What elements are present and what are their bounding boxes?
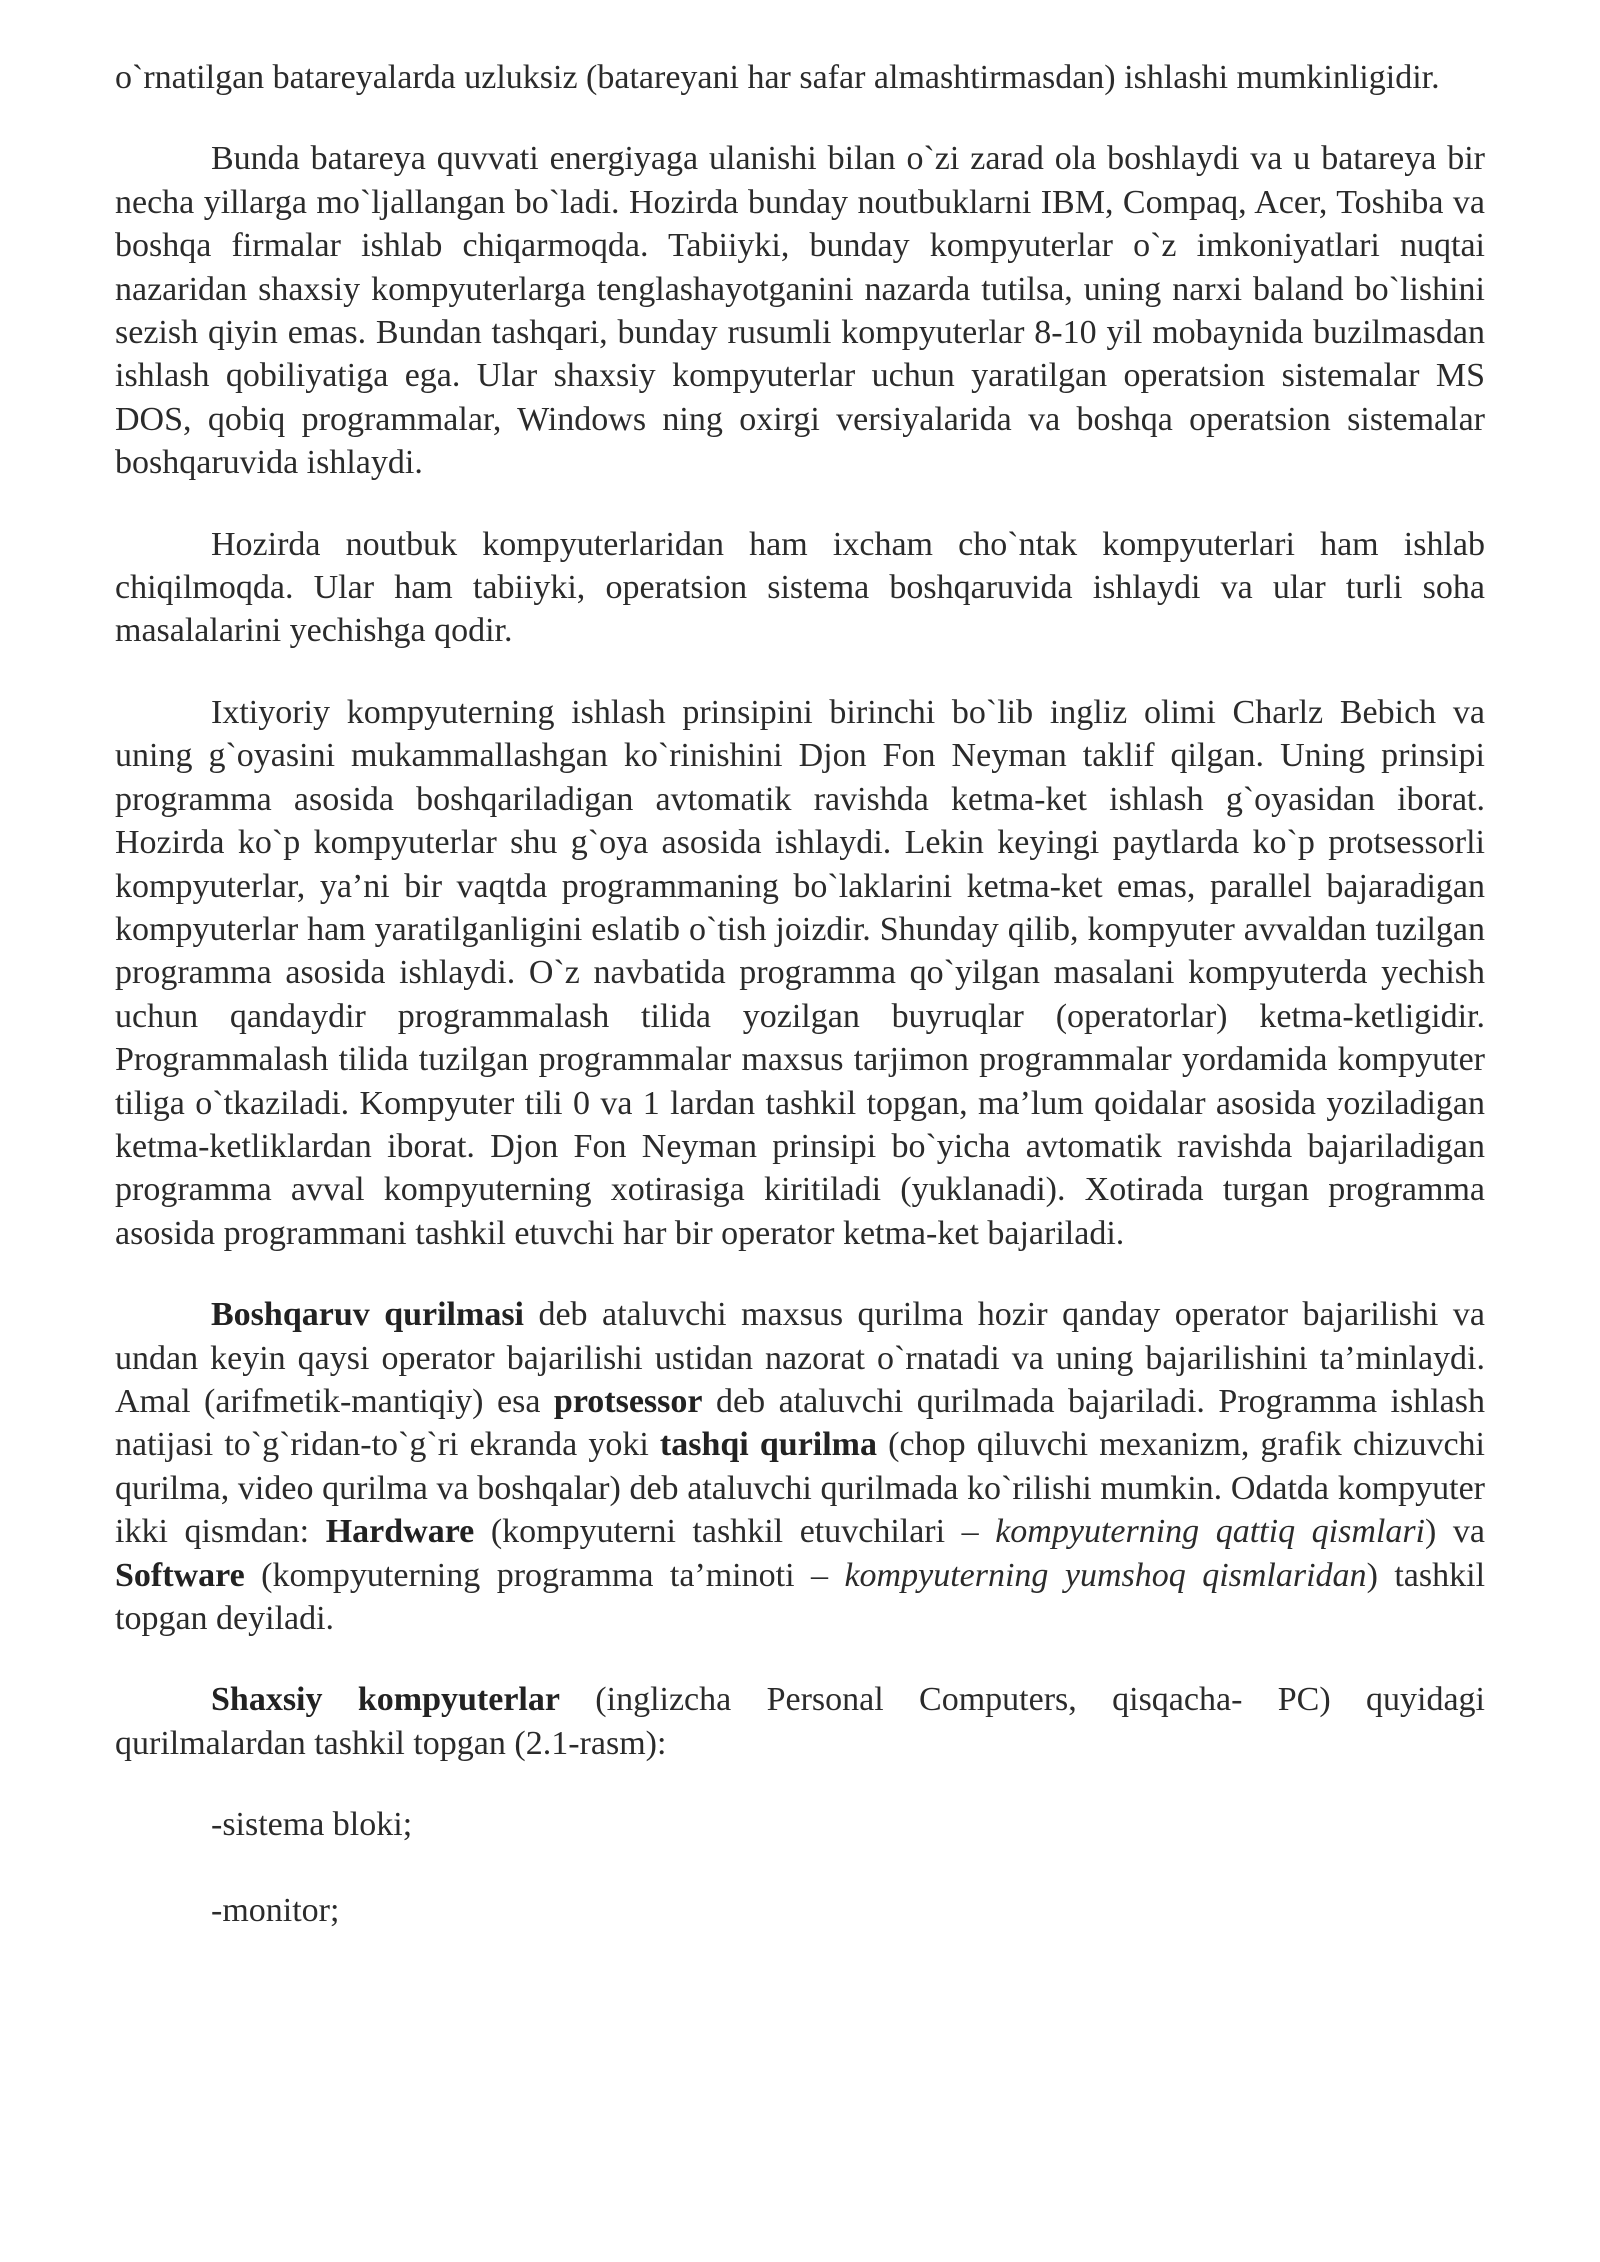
paragraph-control-unit [115,1293,1485,1640]
paragraph-text: Ixtiyoriy kompyuterning ishlash prinsipini birinchi bo`lib ingliz olimi Charlz Bebich va uning g`oyasini mukammallashgan ko`rinishini Djon Fon Neyman taklif qilgan. Uning prinsipi programma asosida boshqariladigan avtomatik ravishda ketma-ket ishlash g`oyasidan iborat. Hozirda ko`p kompyuterlar shu g`oya asosida ishlaydi. Lekin keyingi paytlarda ko`p protsessorli kompyuterlar, ya’ni bir vaqtda programmaning bo`laklarini ketma-ket emas, parallel bajaradigan kompyuterlar ham yaratilganligini eslatib o`tish joizdir. Shunday qilib, kompyuter avvaldan tuzilgan programma asosida ishlaydi. O`z navbatida programma qo`yilgan masalani kompyuterda yechish uchun qandaydir programmalash tilida yozilgan buyruqlar (operatorlar) ketma-ketligidir. Programmalash tilida tuzilgan programmalar maxsus tarjimon programmalar yordamida kompyuter tiliga o`tkaziladi. Kompyuter tili 0 va 1 lardan tashkil topgan, ma’lum qoidalar asosida yoziladigan ketma-ketliklardan iborat. Djon Fon Neyman prinsipi bo`yicha avtomatik ravishda bajariladigan programma avval kompyuterning xotirasiga kiritiladi (yuklanadi). Xotirada turgan programma asosida programmani tashkil etuvchi har bir operator ketma-ket bajariladi. [115,693,1485,1252]
paragraph-text: Bunda batareya quvvati energiyaga ulanishi bilan o`zi zarad ola boshlaydi va u batareya bir necha yillarga mo`ljallangan bo`ladi. Hozirda bunday noutbuklarni IBM, Compaq, Acer, Toshiba va boshqa firmalar ishlab chiqarmoqda. Tabiiyki, bunday kompyuterlar o`z imkoniyatlari nuqtai nazaridan shaxsiy kompyuterlarga tenglashayotganini nazarda tutilsa, uning narxi baland bo`lishini sezish qiyin emas. Bundan tashqari, bunday rusumli kompyuterlar 8-10 yil mobaynida buzilmasdan ishlash qobiliyatiga ega. Ular shaxsiy kompyuterlar uchun yaratilgan operatsion sistemalar MS DOS, qobiq programmalar, Windows ning oxirgi versiyalarida va boshqa operatsion sistemalar boshqaruvida ishlaydi. [115,140,1485,482]
term-external-device: tashqi qurilma [659,1426,878,1464]
paragraph-text: (kompyuterning programma ta’minoti – [244,1556,845,1594]
term-software: Software [115,1556,245,1594]
emphasis-soft-parts: kompyuterning yumshoq qismlaridan [844,1556,1367,1594]
list-item-text: -monitor; [211,1891,340,1929]
paragraph-pocket-computers [115,523,1485,653]
paragraph-text: o`rnatilgan batareyalarda uzluksiz (batareyani har safar almashtirmasdan) ishlashi mumkinligidir. [115,59,1440,96]
list-item-system-unit [115,1803,1485,1846]
list-item-monitor [115,1889,1485,1932]
paragraph-text: Hozirda noutbuk kompyuterlaridan ham ixcham cho`ntak kompyuterlari ham ishlab chiqilmoqda. Ular ham tabiiyki, operatsion sistema boshqaruvida ishlaydi va ular turli soha masalalarini yechishga qodir. [115,525,1485,650]
paragraph-text: deb ataluvchi maxsus qurilma hozir qanday operator bajarilishi va undan keyin qaysi operator bajarilishi ustidan nazorat o`rnatadi va uning bajarilishini ta’minlaydi. Amal (arifmetik-mantiqiy) esa [115,1296,1486,1420]
paragraph-text: deb ataluvchi qurilmada bajariladi. Programma ishlash natijasi to`g`ridan-to`g`ri ekranda yoki [115,1382,1485,1464]
paragraph-text: (inglizcha Personal Computers, qisqacha- PC) quyidagi qurilmalardan tashkil topgan (2.1-rasm): [115,1681,1486,1762]
paragraph-notebook-batteries [115,137,1485,484]
document-page [115,56,1485,1974]
paragraph-von-neumann-principle [115,691,1485,1255]
paragraph-battery-continuation [115,56,1485,99]
term-processor: protsessor [553,1382,703,1420]
term-personal-computers: Shaxsiy kompyuterlar [211,1681,560,1719]
paragraph-text: ) tashkil topgan deyiladi. [115,1556,1486,1637]
paragraph-personal-computers [115,1678,1485,1765]
emphasis-hard-parts: kompyuterning qattiq qismlari [995,1513,1425,1551]
list-item-text: -sistema bloki; [211,1806,413,1844]
paragraph-text: ) va [1425,1513,1485,1551]
paragraph-text: (chop qiluvchi mexanizm, grafik chizuvchi qurilma, video qurilma va boshqalar) deb ataluvchi qurilmada ko`rilishi mumkin. Odatda kompyuter ikki qismdan: [115,1426,1485,1551]
term-control-unit: Boshqaruv qurilmasi [211,1296,524,1334]
paragraph-text: (kompyuterni tashkil etuvchilari – [474,1513,996,1551]
term-hardware: Hardware [325,1513,475,1551]
